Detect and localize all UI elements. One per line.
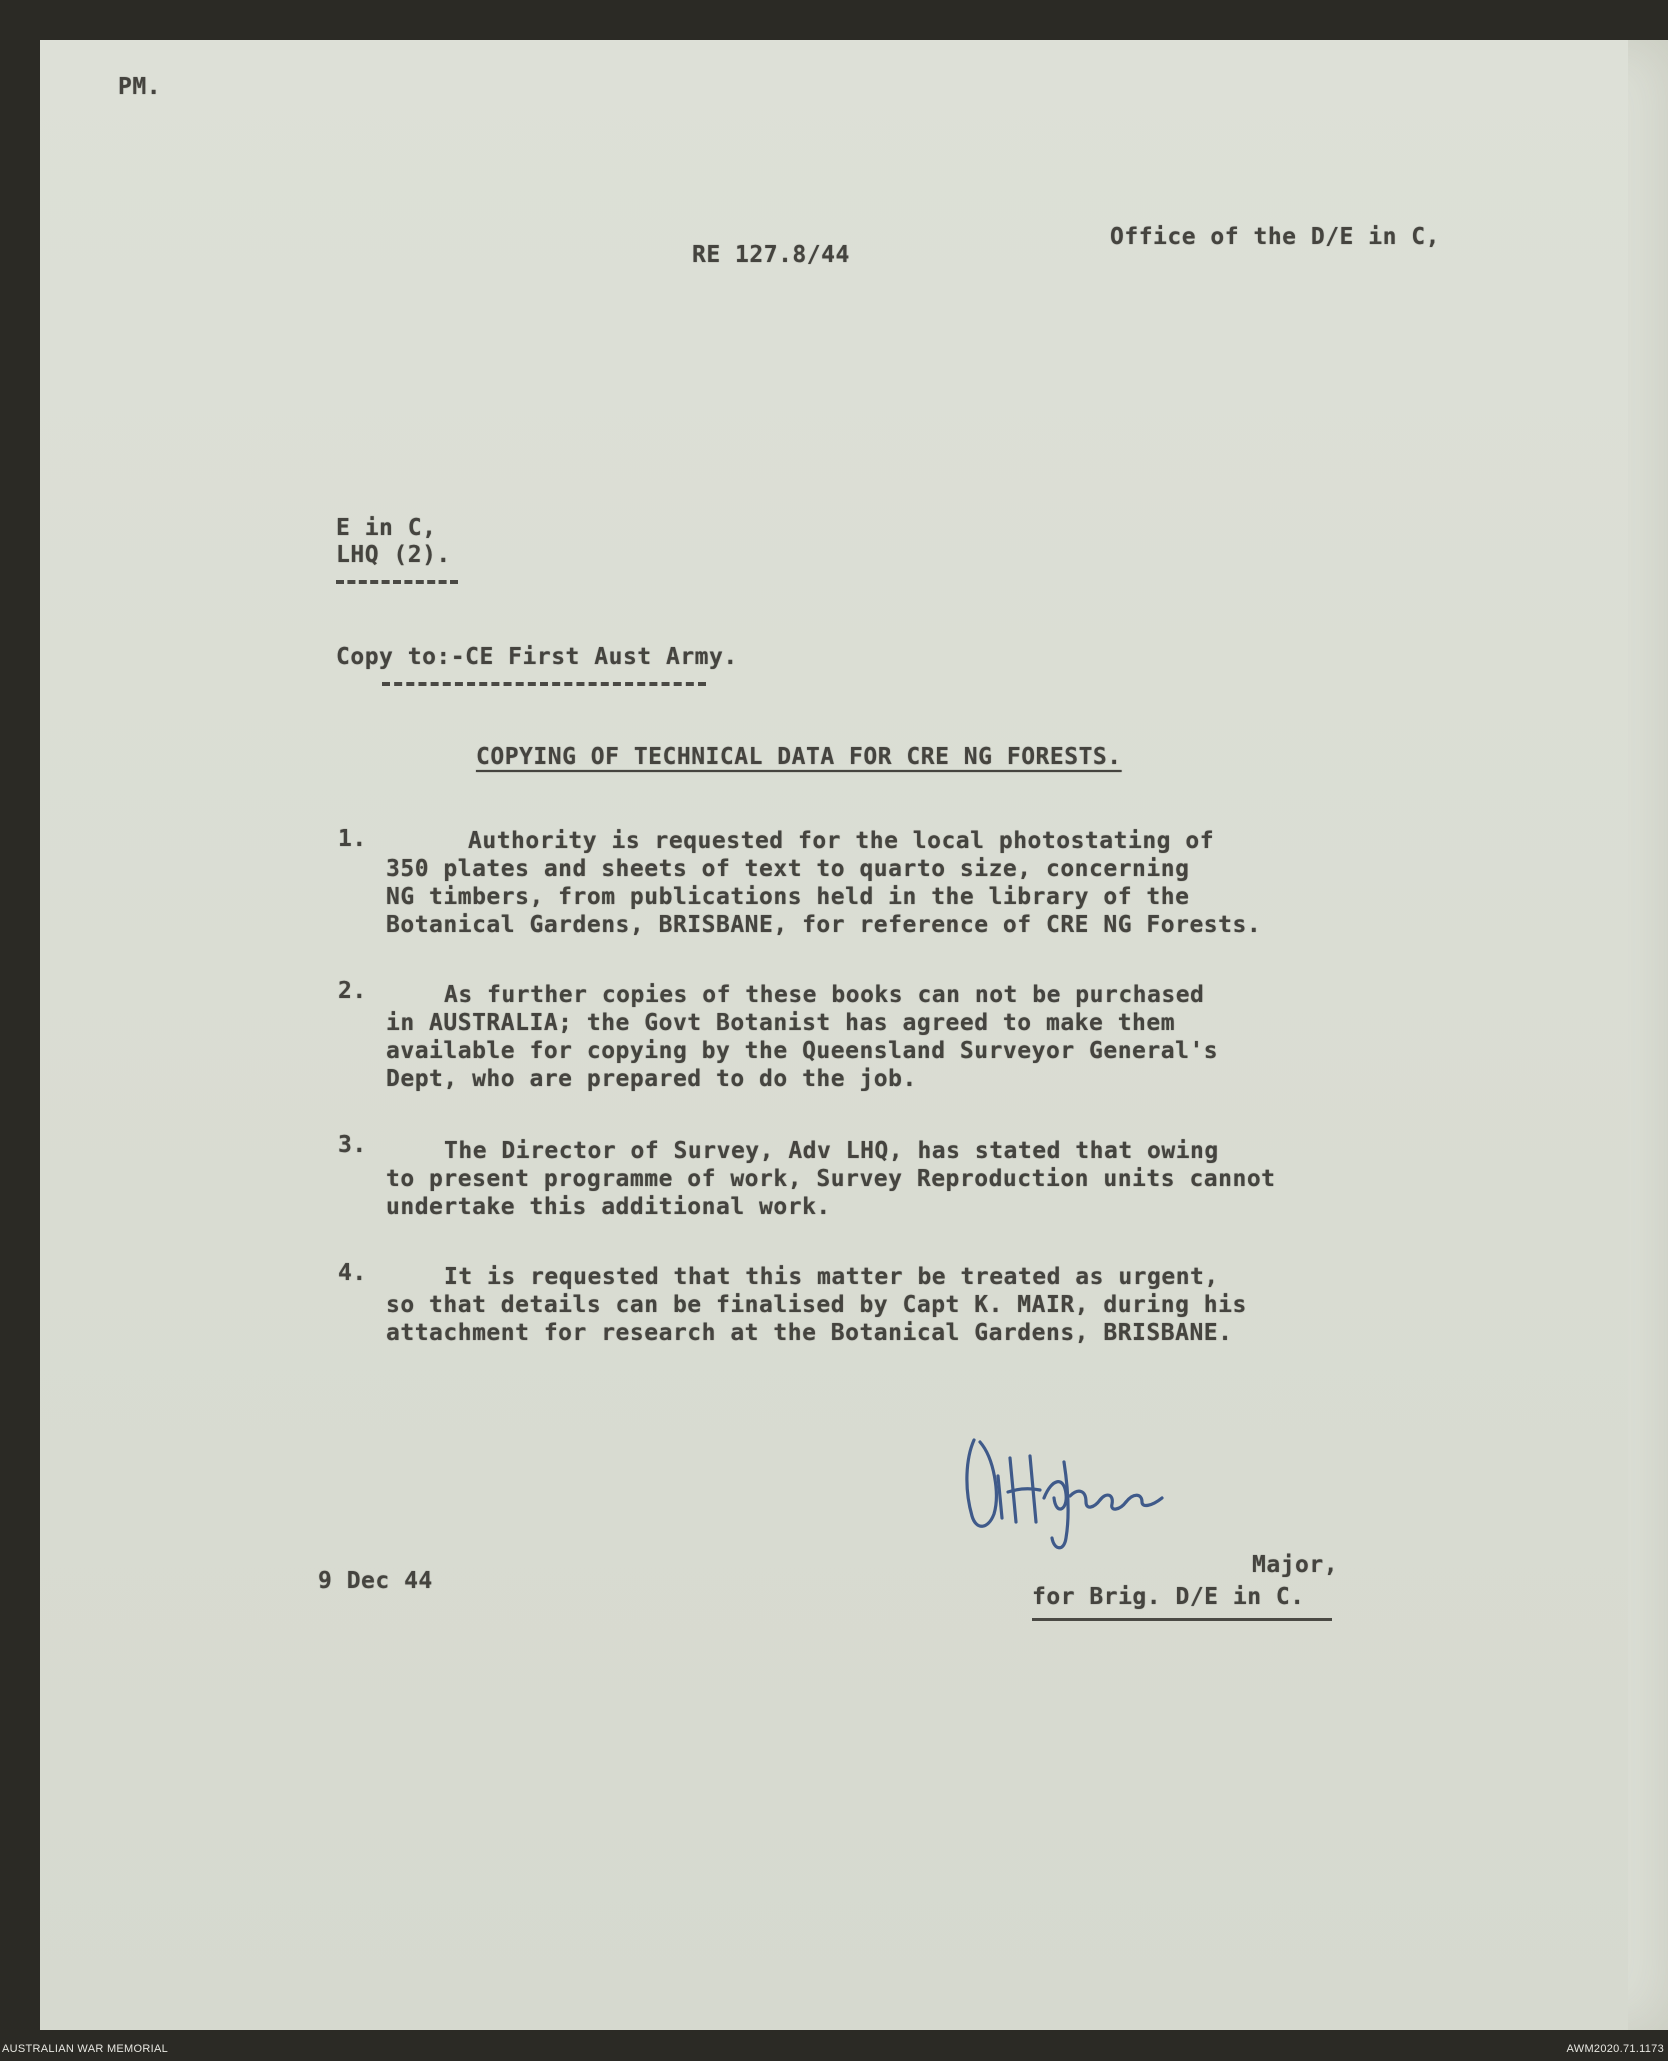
reference-number: RE 127.8/44: [692, 242, 850, 268]
handwritten-signature-icon: [936, 1418, 1176, 1568]
paragraph-number: 4.: [338, 1260, 367, 1286]
paragraph-line: NG timbers, from publications held in the library of the: [386, 884, 1190, 910]
copy-to: Copy to:-CE First Aust Army.: [336, 644, 738, 670]
date: 9 Dec 44: [318, 1568, 433, 1594]
paragraph-number: 1.: [338, 826, 367, 852]
paragraph-line: The Director of Survey, Adv LHQ, has stated that owing: [444, 1138, 1219, 1164]
footer-left: AUSTRALIAN WAR MEMORIAL: [2, 2043, 169, 2055]
signature: [936, 1418, 1176, 1568]
paragraph-number: 2.: [338, 978, 367, 1004]
office-heading: Office of the D/E in C,: [1110, 224, 1440, 250]
paragraph-line: in AUSTRALIA; the Govt Botanist has agreed to make them: [386, 1010, 1176, 1036]
subject-heading: COPYING OF TECHNICAL DATA FOR CRE NG FORESTS.: [476, 744, 1122, 770]
signature-underline: [1032, 1618, 1332, 1621]
signatory-rank: Major,: [1252, 1552, 1339, 1578]
paragraph-line: attachment for research at the Botanical Gardens, BRISBANE.: [386, 1320, 1233, 1346]
address-underline: [336, 580, 458, 584]
paragraph-line: As further copies of these books can not be purchased: [444, 982, 1205, 1008]
document-sheet: [40, 40, 1668, 2030]
paragraph-line: so that details can be finalised by Capt K. MAIR, during his: [386, 1292, 1247, 1318]
paragraph-line: to present programme of work, Survey Reproduction units cannot: [386, 1166, 1276, 1192]
paragraph-line: Dept, who are prepared to do the job.: [386, 1066, 917, 1092]
address-line-2: LHQ (2).: [336, 542, 451, 568]
footer-right: AWM2020.71.1173: [1566, 2043, 1664, 2055]
paragraph-line: It is requested that this matter be treated as urgent,: [444, 1264, 1219, 1290]
address-line-1: E in C,: [336, 515, 437, 541]
paragraph-line: available for copying by the Queensland Surveyor General's: [386, 1038, 1219, 1064]
paragraph-line: undertake this additional work.: [386, 1194, 831, 1220]
copy-to-underline: [382, 682, 706, 686]
paragraph-line: 350 plates and sheets of text to quarto size, concerning: [386, 856, 1190, 882]
initials: PM.: [118, 74, 162, 100]
paragraph-line: Botanical Gardens, BRISBANE, for reference of CRE NG Forests.: [386, 912, 1262, 938]
paragraph-line: Authority is requested for the local photostating of: [468, 828, 1215, 854]
signatory-for: for Brig. D/E in C.: [1032, 1584, 1305, 1610]
paragraph-number: 3.: [338, 1132, 367, 1158]
paper: [40, 40, 1628, 2030]
